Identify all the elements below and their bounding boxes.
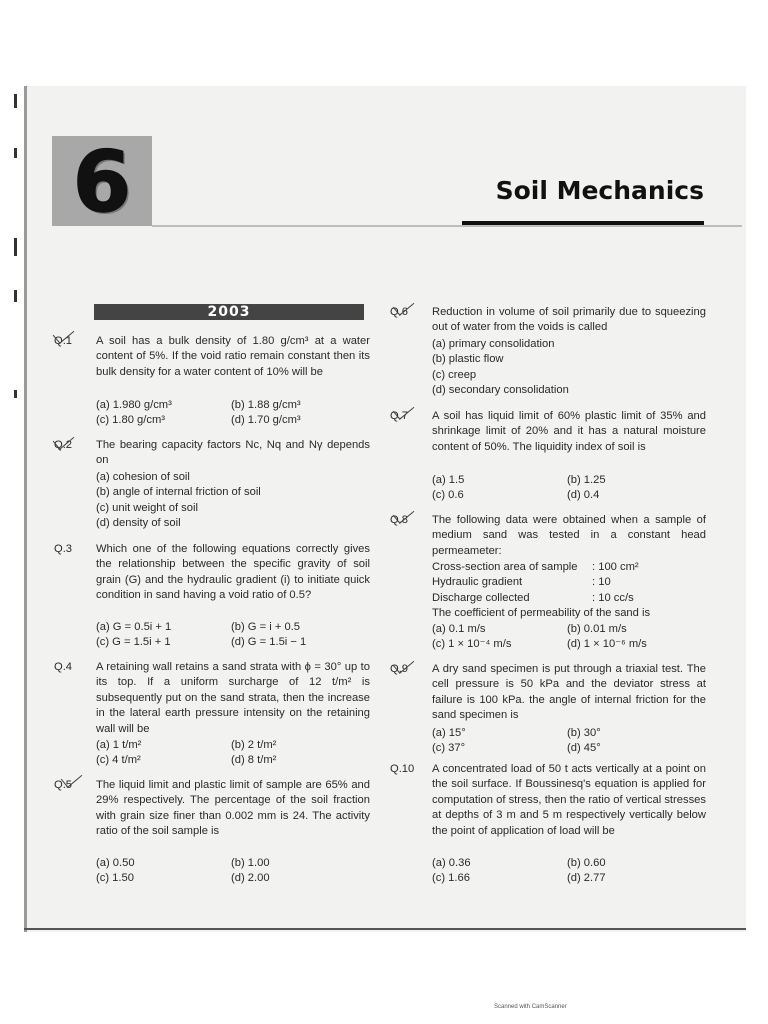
- year-label: 2003: [207, 304, 251, 320]
- options: [96, 856, 370, 887]
- option: (d) 0.4: [567, 489, 600, 502]
- option: (c) 1.80 g/cm³: [96, 414, 166, 427]
- option: (d) 45°: [567, 742, 601, 755]
- question-stem: A retaining wall retains a sand strata with ϕ = 30° up to its top. If a uniform surcharge of 12 t/m² is subsequently put on the sand strata, then the increase in the lateral earth pressure intensity on the retaining wall will be: [96, 661, 370, 735]
- scanner-watermark: Scanned with CamScanner: [494, 1004, 567, 1010]
- options: [96, 620, 370, 651]
- question-number: Q.3: [54, 543, 73, 555]
- data-value: : 10 cc/s: [592, 591, 634, 604]
- option: (d) 2.00: [231, 872, 270, 885]
- page-edge: [24, 86, 27, 932]
- options: [432, 473, 706, 504]
- option: (c) 1 × 10⁻⁴ m/s: [432, 637, 512, 650]
- page-bottom-edge: [24, 928, 746, 930]
- option: (d) 1.70 g/cm³: [231, 414, 301, 427]
- option: (b) 2 t/m²: [231, 739, 277, 751]
- option: (b) 1.25: [567, 474, 606, 486]
- question-stem: Which one of the following equations correctly gives the relationship between the specific gravity of soil grain (G) and the hydraulic gradient (i) to initiate quick condition in sand having a void ratio of 0.5?: [96, 543, 370, 602]
- chapter-title: Soil Mechanics: [495, 176, 704, 205]
- option: (a) G = 0.5i + 1: [96, 621, 172, 633]
- option: (b) 1.00: [231, 857, 270, 869]
- option: (a) 0.1 m/s: [432, 622, 486, 635]
- option: (d) secondary consolidation: [432, 384, 569, 397]
- chapter-number: 6: [72, 133, 132, 231]
- option: (c) 1.66: [432, 872, 470, 885]
- question-number: Q.2: [54, 439, 73, 451]
- options: [432, 726, 706, 757]
- data-value: : 10: [592, 576, 611, 589]
- option: (a) 1 t/m²: [96, 739, 142, 751]
- option: (a) 15°: [432, 727, 466, 739]
- question-stem: A dry sand specimen is put through a triaxial test. The cell pressure is 50 kPa and the deviator stress at failure is 100 kPa. the angle of internal friction for the sand specimen is: [432, 663, 706, 722]
- option: (d) 1 × 10⁻⁶ m/s: [567, 637, 647, 650]
- options: [96, 470, 370, 532]
- question-number: Q.10: [390, 763, 415, 775]
- option: (a) 0.50: [96, 857, 135, 869]
- option: (d) density of soil: [96, 517, 181, 530]
- question-stem: The liquid limit and plastic limit of sample are 65% and 29% respectively. The percentage of the soil fraction with grain size finer than 0.002 mm is 24. The activity ratio of the soil sample is: [96, 779, 370, 838]
- data-key: Hydraulic gradient: [432, 576, 523, 589]
- question-stem: A soil has a bulk density of 1.80 g/cm³ at a water content of 5%. If the void ratio remain constant then its bulk density for a water content of 10% will be: [96, 335, 370, 378]
- option: (a) 0.36: [432, 857, 471, 869]
- options: [432, 337, 706, 399]
- data-table: [432, 560, 706, 652]
- option: (b) 0.01 m/s: [567, 622, 627, 635]
- option: (d) 2.77: [567, 872, 606, 885]
- option: (a) 1.5: [432, 474, 465, 486]
- question-stem-continued: The coefficient of permeability of the sand is: [432, 607, 651, 620]
- question-number: Q.9: [390, 663, 409, 675]
- option: (b) G = i + 0.5: [231, 621, 301, 633]
- header-rule: [152, 225, 742, 227]
- options: [96, 738, 370, 769]
- options: [432, 856, 706, 887]
- option: (b) angle of internal friction of soil: [96, 486, 261, 499]
- question-stem: Reduction in volume of soil primarily due to squeezing out of water from the voids is called: [432, 306, 706, 334]
- question-number: Q.8: [390, 514, 409, 526]
- title-underline: [462, 221, 704, 225]
- option: (c) G = 1.5i + 1: [96, 636, 171, 649]
- option: (c) 4 t/m²: [96, 754, 141, 767]
- option: (c) 37°: [432, 742, 466, 755]
- option: (a) cohesion of soil: [96, 471, 190, 483]
- question-stem: A soil has liquid limit of 60% plastic limit of 35% and shrinkage limit of 20% and it has a natural moisture content of 50%. The liquidity index of soil is: [432, 410, 706, 453]
- question-number: Q.1: [54, 335, 73, 347]
- option: (c) unit weight of soil: [96, 501, 198, 514]
- option: (c) creep: [432, 368, 477, 381]
- data-value: : 100 cm²: [592, 561, 639, 573]
- option: (c) 1.50: [96, 872, 134, 885]
- question-number: Q.4: [54, 661, 73, 673]
- option: (b) 1.88 g/cm³: [231, 399, 301, 411]
- question-stem: A concentrated load of 50 t acts vertically at a point on the soil surface. If Boussinesq's equation is applied for computation of stress, then the ratio of vertical stresses at depths of 3 m and 5 m respectively vertically below the point of application of load will be: [432, 763, 706, 837]
- option: (b) 0.60: [567, 857, 606, 869]
- option: (a) 1.980 g/cm³: [96, 399, 172, 411]
- option: (b) 30°: [567, 727, 601, 739]
- option: (d) G = 1.5i − 1: [231, 636, 307, 649]
- option: (c) 0.6: [432, 489, 464, 502]
- question-number: Q.7: [390, 410, 409, 422]
- options: [96, 398, 370, 429]
- question-stem: The bearing capacity factors Nc, Nq and Nγ depends on: [96, 439, 370, 467]
- data-key: Cross-section area of sample: [432, 561, 578, 573]
- option: (d) 8 t/m²: [231, 754, 277, 767]
- gutter-marks: [0, 90, 24, 490]
- question-stem: The following data were obtained when a sample of medium sand was tested in a constant head permeameter:: [432, 514, 706, 557]
- question-number: Q.6: [390, 306, 409, 318]
- option: (a) primary consolidation: [432, 338, 555, 350]
- option: (b) plastic flow: [432, 353, 504, 366]
- question-number: Q.5: [54, 779, 73, 791]
- data-key: Discharge collected: [432, 591, 530, 604]
